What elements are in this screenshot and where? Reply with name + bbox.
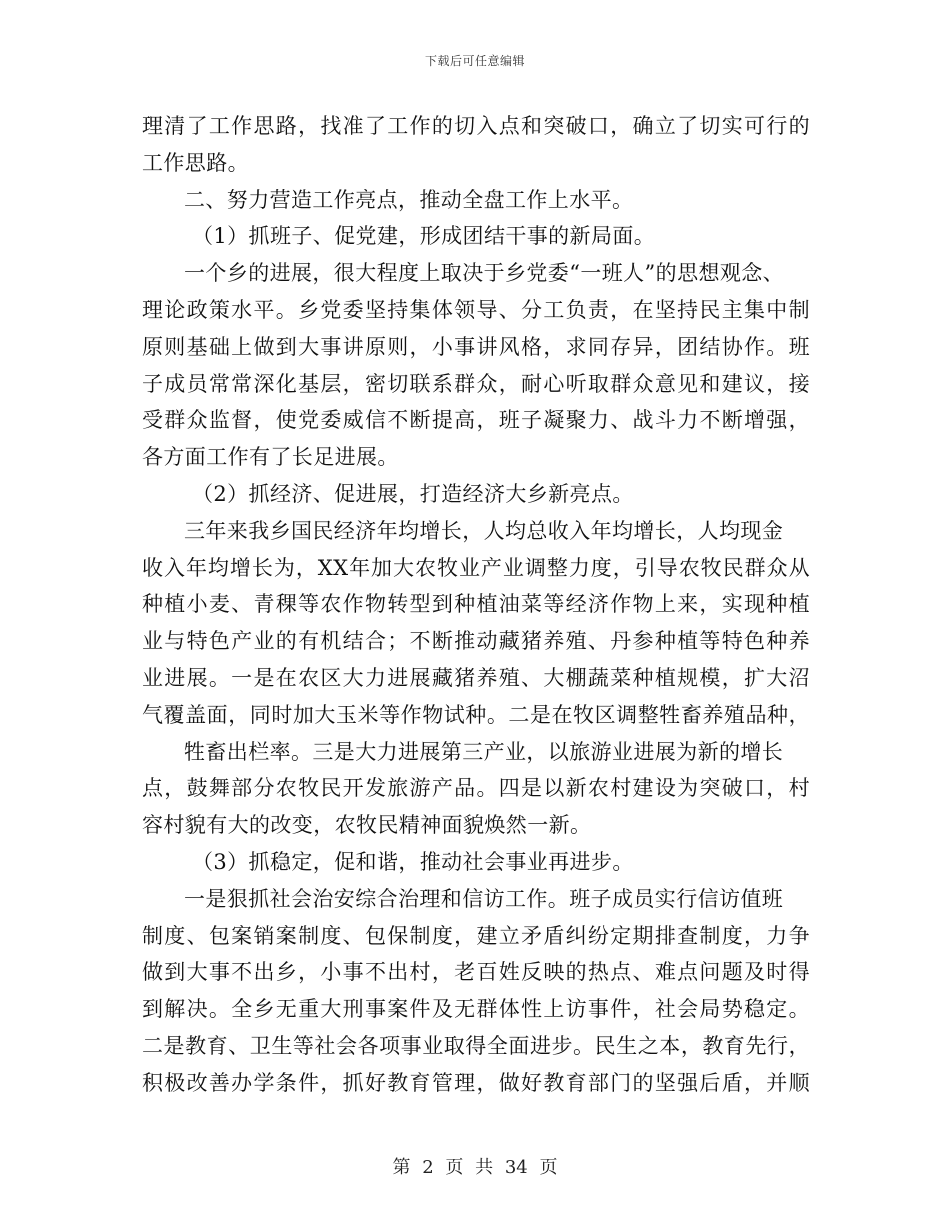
text-line: 业与特色产业的有机结合；不断推动藏猪养殖、丹参种植等特色种养 xyxy=(142,629,810,654)
text-line: 气覆盖面，同时加大玉米等作物试种。二是在牧区调整牲畜养殖品种， xyxy=(142,702,810,727)
text-line: （2）抓经济、促进展，打造经济大乡新亮点。 xyxy=(192,481,634,506)
text-line: 积极改善办学条件，抓好教育管理，做好教育部门的坚强后盾，并顺 xyxy=(142,1070,810,1095)
text-line: 二是教育、卫生等社会各项事业取得全面进步。民生之本，教育先行， xyxy=(142,1033,810,1058)
text-line: 一是狠抓社会治安综合治理和信访工作。班子成员实行信访值班 xyxy=(184,886,784,911)
page-footer: 第 2 页 共 34 页 xyxy=(392,1157,558,1178)
text-line: 各方面工作有了长足进展。 xyxy=(142,445,399,470)
text-line: 收入年均增长为，XX年加大农牧业产业调整力度，引导农牧民群众从 xyxy=(142,555,810,580)
page-header: 下载后可任意编辑 xyxy=(424,54,525,68)
text-line: 受群众监督，使党委威信不断提高，班子凝聚力、战斗力不断增强， xyxy=(142,408,810,433)
text-line: 二、努力营造工作亮点，推动全盘工作上水平。 xyxy=(184,187,634,212)
text-line: 做到大事不出乡，小事不出村，老百姓反映的热点、难点问题及时得 xyxy=(142,960,810,985)
text-line: （3）抓稳定，促和谐，推动社会事业再进步。 xyxy=(192,849,634,874)
text-line: 种植小麦、青稞等农作物转型到种植油菜等经济作物上来，实现种植 xyxy=(142,592,810,617)
document-body xyxy=(142,108,810,1102)
text-line: 理论政策水平。乡党委坚持集体领导、分工负责，在坚持民主集中制 xyxy=(142,297,810,322)
text-line: 制度、包案销案制度、包保制度，建立矛盾纠纷定期排查制度，力争 xyxy=(142,923,810,948)
text-line: 原则基础上做到大事讲原则，小事讲风格，求同存异，团结协作。班 xyxy=(142,334,810,359)
text-line: 子成员常常深化基层，密切联系群众，耐心听取群众意见和建议，接 xyxy=(142,371,810,396)
text-line: 三年来我乡国民经济年均增长，人均总收入年均增长，人均现金 xyxy=(184,518,784,543)
text-line: 业进展。一是在农区大力进展藏猪养殖、大棚蔬菜种植规模，扩大沼 xyxy=(142,665,810,690)
text-line: 工作思路。 xyxy=(142,150,249,175)
text-line: 牲畜出栏率。三是大力进展第三产业，以旅游业进展为新的增长 xyxy=(184,739,784,764)
text-line: 到解决。全乡无重大刑事案件及无群体性上访事件，社会局势稳定。 xyxy=(142,997,810,1022)
text-line: 理清了工作思路，找准了工作的切入点和突破口，确立了切实可行的 xyxy=(142,114,810,138)
text-line: 点，鼓舞部分农牧民开发旅游产品。四是以新农村建设为突破口，村 xyxy=(142,776,810,801)
text-line: 容村貌有大的改变，农牧民精神面貌焕然一新。 xyxy=(142,813,592,838)
text-line: （1）抓班子、促党建，形成团结干事的新局面。 xyxy=(192,224,656,249)
text-line: 一个乡的进展，很大程度上取决于乡党委“一班人”的思想观念、 xyxy=(184,261,785,286)
